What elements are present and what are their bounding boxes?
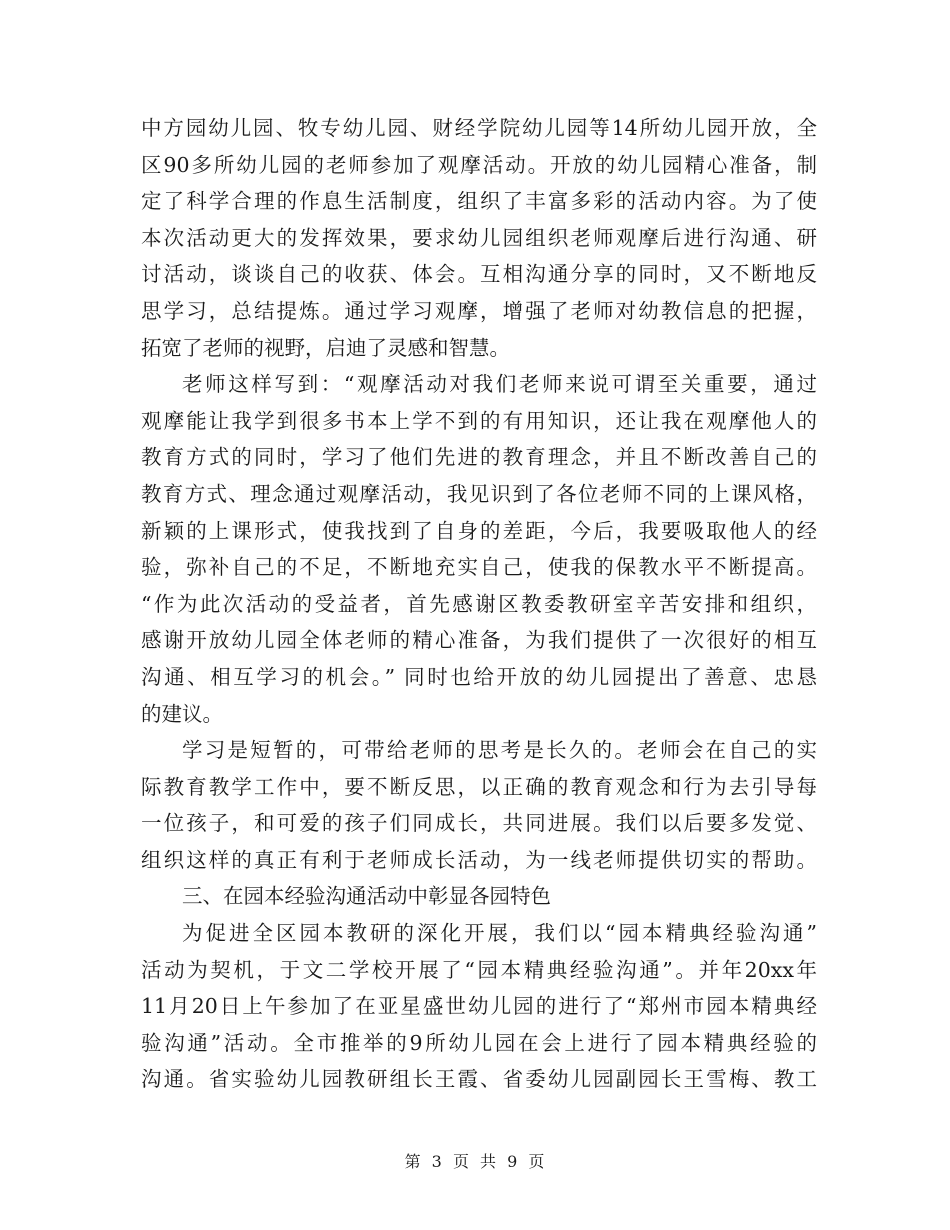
text-line: 拓宽了老师的视野，启迪了灵感和智慧。 <box>141 335 510 360</box>
text-line: 老师这样写到：“观摩活动对我们老师来说可谓至关重要，通过 <box>182 372 817 397</box>
text-line: 教育方式的同时，学习了他们先进的教育理念，并且不断改善自己的 <box>141 445 817 470</box>
text-line: 际教育教学工作中，要不断反思，以正确的教育观念和行为去引导每 <box>141 774 817 799</box>
text-line: 三、在园本经验沟通活动中彰显各园特色 <box>182 884 551 909</box>
text-line: 中方园幼儿园、牧专幼儿园、财经学院幼儿园等14所幼儿园开放，全 <box>141 116 817 140</box>
text-line: 学习是短暂的，可带给老师的思考是长久的。老师会在自己的实 <box>182 738 817 763</box>
text-line: 思学习，总结提炼。通过学习观摩，增强了老师对幼教信息的把握， <box>141 298 817 323</box>
text-line: 一位孩子，和可爱的孩子们同成长，共同进展。我们以后要多发觉、 <box>141 811 817 836</box>
text-line: 新颖的上课形式，使我找到了自身的差距，今后，我要吸取他人的经 <box>141 518 817 543</box>
text-line: 感谢开放幼儿园全体老师的精心准备，为我们提供了一次很好的相互 <box>141 628 817 653</box>
text-line: 沟通。省实验幼儿园教研组长王霞、省委幼儿园副园长王雪梅、教工 <box>141 1067 817 1092</box>
text-line: 11月20日上午参加了在亚星盛世幼儿园的进行了“郑州市园本精典经 <box>141 994 817 1019</box>
text-line: 观摩能让我学到很多书本上学不到的有用知识，还让我在观摩他人的 <box>141 408 817 433</box>
text-line: 为促进全区园本教研的深化开展，我们以“园本精典经验沟通” <box>182 921 817 946</box>
text-line: 验沟通”活动。全市推举的9所幼儿园在会上进行了园本精典经验的 <box>141 1030 817 1055</box>
text-line: 组织这样的真正有利于老师成长活动，为一线老师提供切实的帮助。 <box>141 847 817 872</box>
text-line: 区90多所幼儿园的老师参加了观摩活动。开放的幼儿园精心准备，制 <box>141 152 817 177</box>
text-line: 沟通、相互学习的机会。” 同时也给开放的幼儿园提出了善意、忠恳 <box>141 664 817 689</box>
body-text <box>141 110 817 1098</box>
page-footer: 第 3 页 共 9 页 <box>404 1152 546 1171</box>
text-line: 讨活动，谈谈自己的收获、体会。互相沟通分享的同时，又不断地反 <box>141 262 817 287</box>
text-line: 验，弥补自己的不足，不断地充实自己，使我的保教水平不断提高。 <box>141 555 817 580</box>
text-line: “作为此次活动的受益者，首先感谢区教委教研室辛苦安排和组织， <box>141 591 817 616</box>
text-line: 本次活动更大的发挥效果，要求幼儿园组织老师观摩后进行沟通、研 <box>141 225 817 250</box>
text-line: 活动为契机，于文二学校开展了“园本精典经验沟通”。并年20xx年 <box>141 957 817 982</box>
text-line: 教育方式、理念通过观摩活动，我见识到了各位老师不同的上课风格， <box>141 481 817 506</box>
text-line: 的建议。 <box>141 701 223 726</box>
text-line: 定了科学合理的作息生活制度，组织了丰富多彩的活动内容。为了使 <box>141 189 817 214</box>
